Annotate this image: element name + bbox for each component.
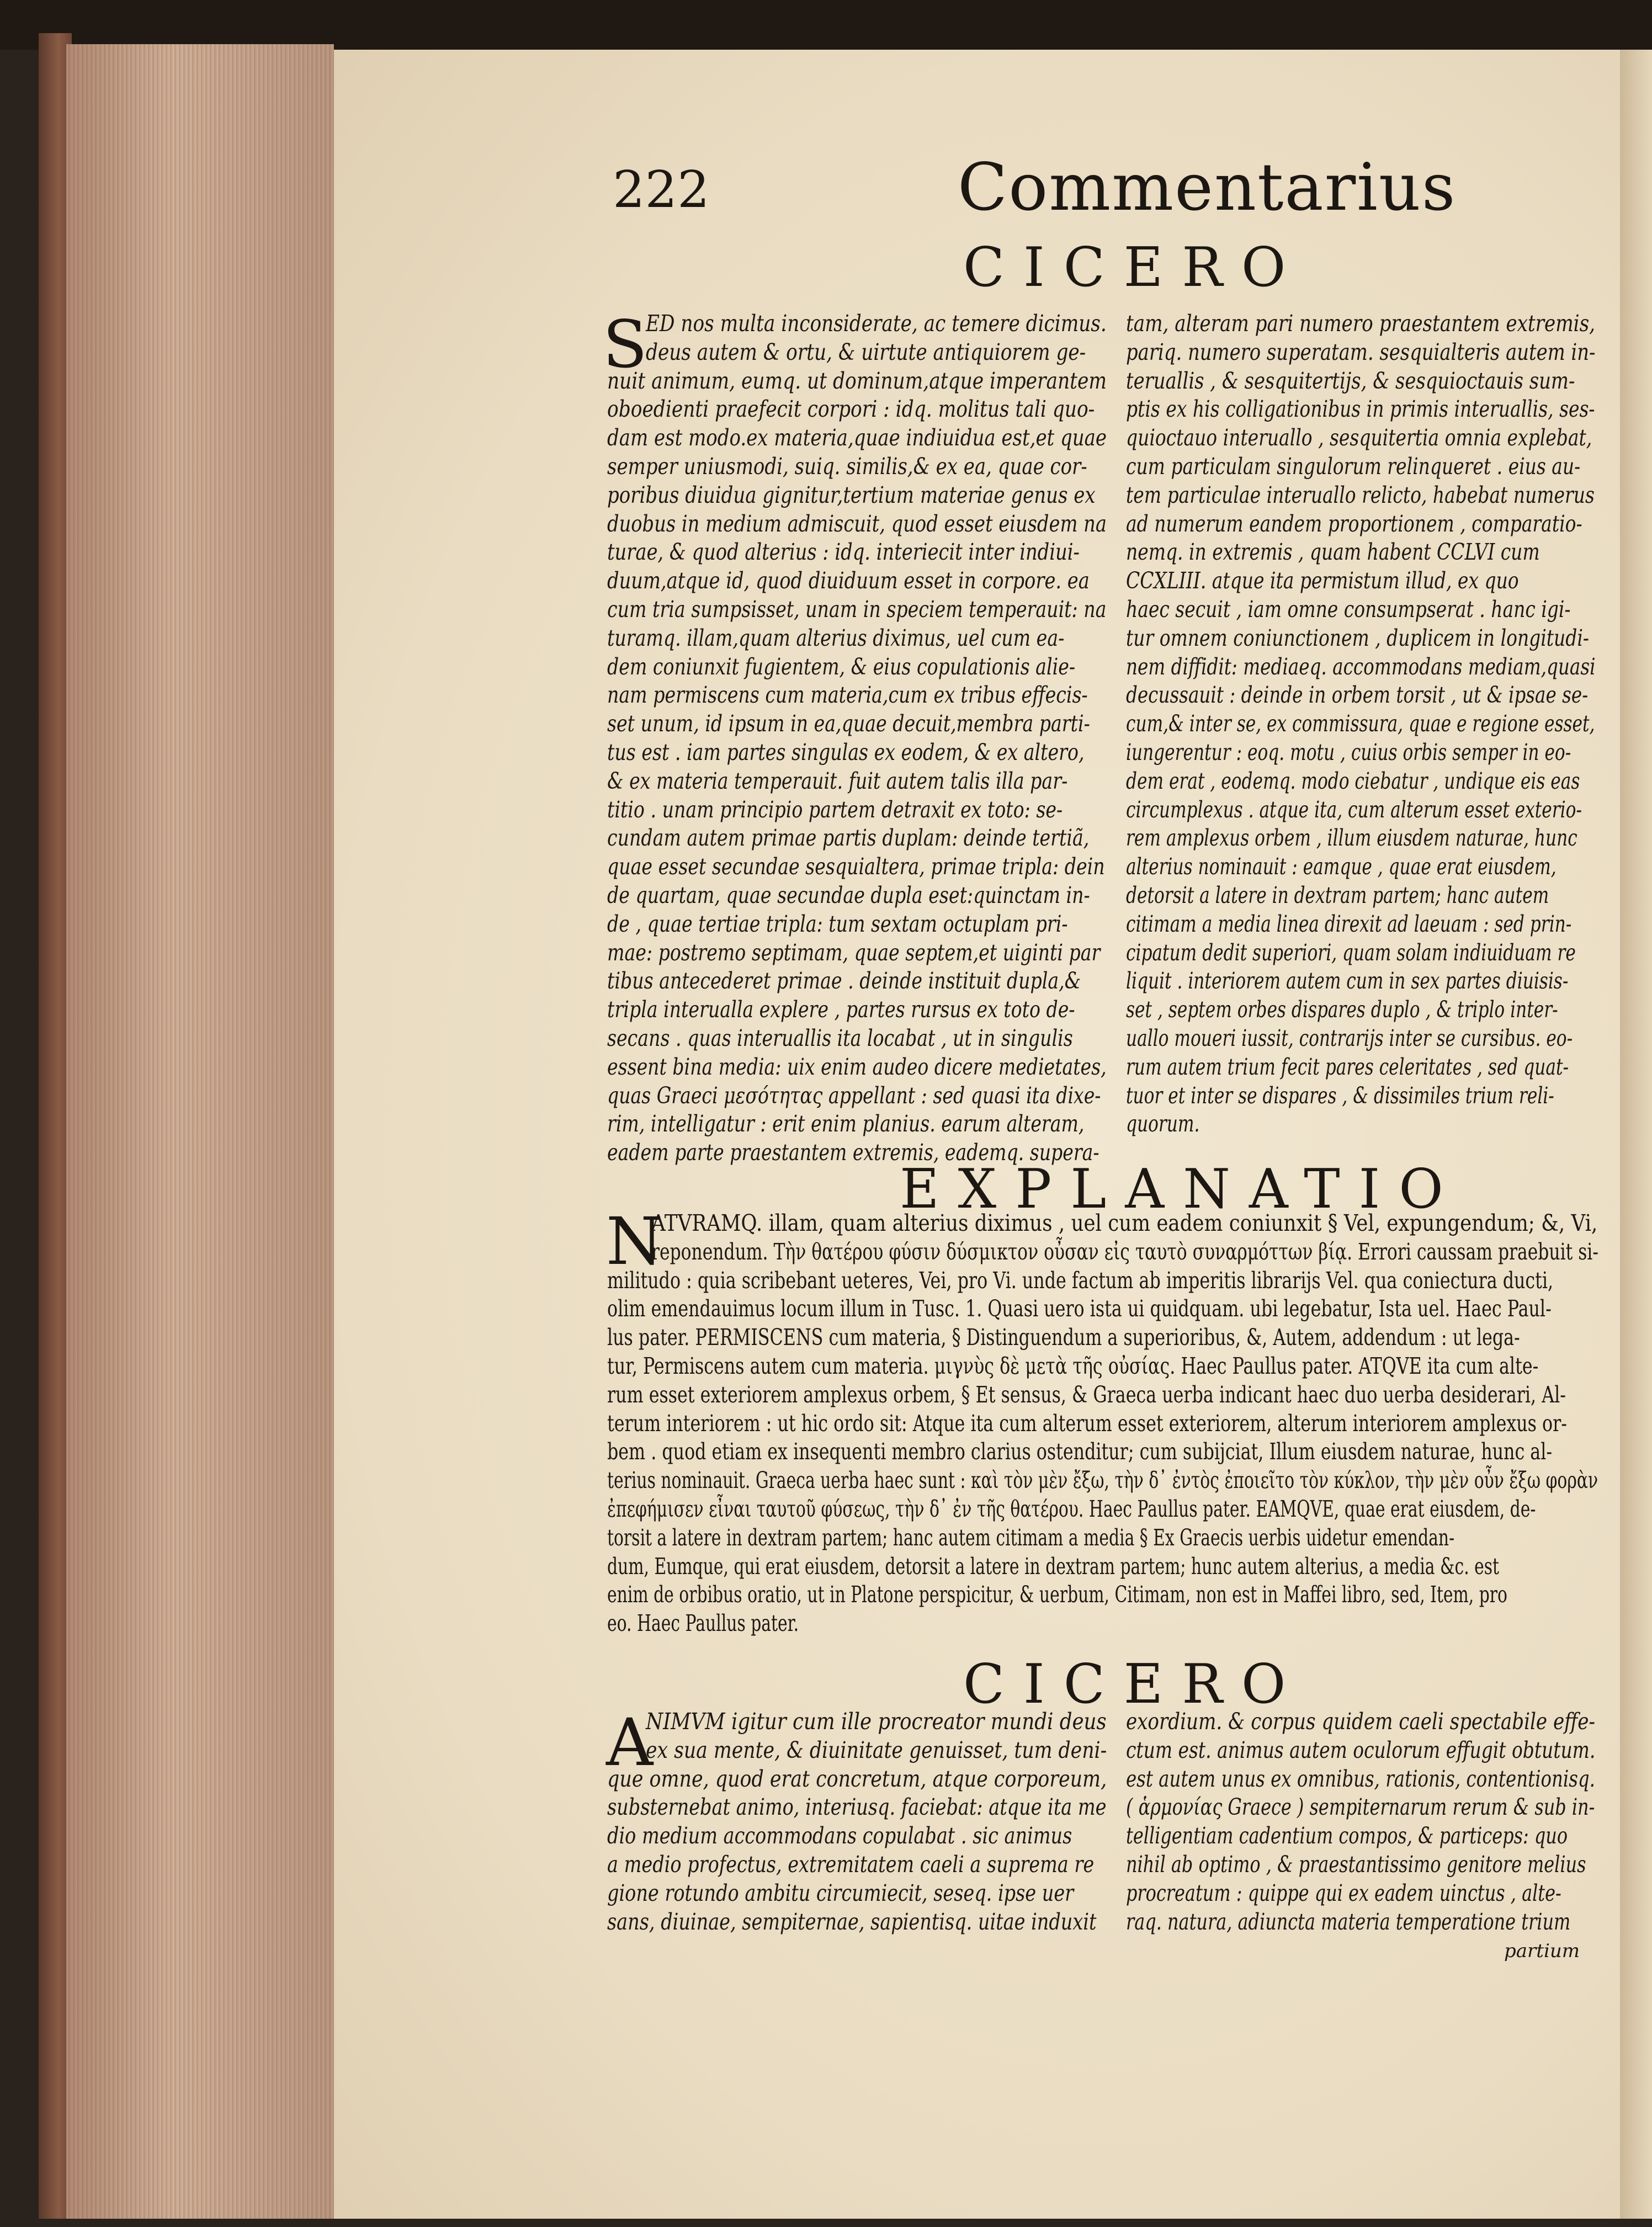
text-line: detorsit a latere in dextram partem; hanc autem	[1126, 881, 1549, 908]
text-line: dem erat , eodemq. modo ciebatur , undique eis eas	[1126, 767, 1580, 794]
text-line: nemq. in extremis , quam habent CCLVI cum	[1126, 538, 1540, 566]
text-line: semper uniusmodi, suiq. similis,& ex ea, quae cor-	[607, 452, 1087, 480]
explanatio-text	[606, 1203, 1652, 1638]
text-line: secans . quas interuallis ita locabat , ut in singulis	[607, 1024, 1073, 1051]
catchword: partium	[1504, 1940, 1580, 1962]
text-line: nihil ab optimo , & praestantissimo genitore melius	[1126, 1850, 1586, 1878]
text-line: cum particulam singulorum relinqueret . eius au-	[1126, 452, 1581, 480]
text-line: haec secuit , iam omne consumpserat . hanc igi-	[1126, 595, 1571, 623]
text-line: oboedienti praefecit corpori : idq. molitus tali quo-	[607, 395, 1095, 423]
cicero-2-right-column	[1126, 1707, 1652, 1936]
section-heading-explanatio: EXPLANATIO	[900, 1158, 1462, 1221]
text-line: decussauit : deinde in orbem torsit , ut & ipsae se-	[1126, 681, 1589, 709]
text-line: ad numerum eandem proportionem , comparatio-	[1126, 509, 1582, 537]
text-line: cum tria sumpsisset, unam in speciem temperauit: na	[607, 595, 1107, 623]
text-line: citimam a media linea direxit ad laeuam : sed prin-	[1126, 910, 1572, 937]
text-line: eadem parte praestantem extremis, eademq. supera-	[607, 1139, 1099, 1166]
text-line: quas Graeci μεσότητας appellant : sed quasi ita dixe-	[607, 1081, 1101, 1109]
text-line: tem particulae interuallo relicto, habebat numerus	[1126, 481, 1595, 508]
text-line: reponendum. Τὴν θατέρου φύσιν δύσμικτον οὖσαν εἰς ταυτὸ συναρμόττων βίᾳ. Errori caussam praebuit si-	[651, 1237, 1598, 1265]
text-line: que omne, quod erat concretum, atque corporeum,	[607, 1764, 1107, 1792]
text-line: raq. natura, adiuncta materia temperatione trium	[1126, 1907, 1571, 1935]
text-line: liquit . interiorem autem cum in sex partes diuisis-	[1126, 967, 1569, 995]
text-line: ex sua mente, & diuinitate genuisset, tum deni-	[646, 1736, 1107, 1763]
text-line: ἐπεφήμισεν εἶναι ταυτοῦ φύσεως, τὴν δ᾽ ἐν τῆς θατέρου. Haec Paullus pater. EAMQVE, quae erat eiusdem, de-	[607, 1495, 1536, 1522]
text-line: rem amplexus orbem , illum eiusdem naturae, hunc	[1126, 824, 1577, 852]
text-line: cum,& inter se, ex commissura, quae e regione esset,	[1126, 710, 1595, 737]
text-line: ( ἁρμονίας Graece ) sempiternarum rerum & sub in-	[1126, 1793, 1595, 1821]
text-line: quae esset secundae sesquialtera, primae tripla: dein	[607, 853, 1105, 880]
text-line: set unum, id ipsum in ea,quae decuit,membra parti-	[607, 710, 1090, 737]
text-line: eo. Haec Paullus pater.	[607, 1609, 799, 1637]
text-line: ATVRAMQ. illam, quam alterius diximus , uel cum eadem coniunxit § Vel, expungendum; &, Vi,	[651, 1209, 1598, 1236]
text-line: terum interiorem : ut hic ordo sit: Atque ita cum alterum esset exteriorem, alterum interiorem amplexus or-	[607, 1409, 1567, 1437]
text-line: cundam autem primae partis duplam: deinde tertiã,	[607, 824, 1090, 852]
running-title: Commentarius	[958, 149, 1457, 225]
text-line: & ex materia temperauit. fuit autem talis illa par-	[607, 767, 1068, 794]
text-line: rum esset exteriorem amplexus orbem, § Et sensus, & Graeca uerba indicant haec duo uerba desiderari, Al-	[607, 1380, 1566, 1408]
text-line: ctum est. animus autem oculorum effugit obtutum.	[1126, 1736, 1596, 1763]
running-header	[0, 149, 1652, 232]
text-line: nuit animum, eumq. ut dominum,atque imperantem	[607, 366, 1107, 394]
text-line: de , quae tertiae tripla: tum sextam octuplam pri-	[607, 910, 1068, 937]
text-line: titio . unam principio partem detraxit ex toto: se-	[607, 795, 1063, 823]
text-line: militudo : quia scribebant ueteres, Vei, pro Vi. unde factum ab imperitis librarijs Vel. qua coniectura ducti,	[607, 1266, 1554, 1294]
text-line: de quartam, quae secundae dupla eset:quinctam in-	[607, 881, 1090, 908]
text-line: telligentiam cadentium compos, & particeps: quo	[1126, 1822, 1568, 1849]
text-line: deus autem & ortu, & uirtute antiquiorem ge-	[646, 338, 1086, 365]
text-line: essent bina media: uix enim audeo dicere medietates,	[607, 1053, 1107, 1080]
text-line: tur omnem coniunctionem , duplicem in longitudi-	[1126, 624, 1590, 651]
section-heading-cicero-2: CICERO	[963, 1653, 1305, 1716]
text-line: circumplexus . atque ita, cum alterum esset exterio-	[1126, 795, 1582, 823]
text-line: alterius nominauit : eamque , quae erat eiusdem,	[1126, 853, 1557, 880]
text-line: tus est . iam partes singulas ex eodem, & ex altero,	[607, 738, 1085, 766]
text-line: duobus in medium admiscuit, quod esset eiusdem na	[607, 509, 1107, 537]
text-line: rim, intelligatur : erit enim planius. earum alteram,	[607, 1110, 1085, 1138]
text-line: rum autem trium fecit pares celeritates , sed quat-	[1126, 1053, 1569, 1080]
text-line: tuor et inter se dispares , & dissimiles trium reli-	[1126, 1081, 1554, 1109]
text-line: uallo moueri iussit, contrarijs inter se cursibus. eo-	[1126, 1024, 1573, 1051]
text-line: turamq. illam,quam alterius diximus, uel cum ea-	[607, 624, 1065, 651]
text-line: cipatum dedit superiori, quam solam indiuiduam re	[1126, 938, 1576, 966]
text-line: dem coniunxit fugientem, & eius copulationis alie-	[607, 652, 1076, 680]
text-line: torsit a latere in dextram partem; hanc autem citimam a media § Ex Graecis uerbis uidetur emendan-	[607, 1523, 1455, 1551]
background-shadow	[0, 0, 1652, 50]
text-line: terius nominauit. Graeca uerba haec sunt : καὶ τὸν μὲν ἔξω, τὴν δ᾽ ἐντὸς ἐποιεῖτο τὸν κύκλον, τὴν μὲν οὖν ἔξω φορὰν	[607, 1466, 1598, 1494]
text-line: est autem unus ex omnibus, rationis, contentionisq.	[1126, 1764, 1595, 1792]
text-line: ptis ex his colligationibus in primis interuallis, ses-	[1126, 395, 1595, 423]
section-heading-cicero-1: CICERO	[963, 236, 1305, 299]
text-line: procreatum : quippe qui ex eadem uinctus , alte-	[1126, 1879, 1561, 1906]
text-line: turae, & quod alterius : idq. interiecit inter indiui-	[607, 538, 1080, 566]
text-line: tibus antecederet primae . deinde instituit dupla,&	[607, 967, 1081, 995]
text-line: sans, diuinae, sempiternae, sapientisq. uitae induxit	[607, 1907, 1097, 1935]
page-number: 222	[613, 160, 710, 219]
text-line: poribus diuidua gignitur,tertium materiae genus ex	[607, 481, 1096, 508]
text-line: pariq. numero superatam. sesquialteris autem in-	[1126, 338, 1596, 365]
text-line: gione rotundo ambitu circumiecit, seseq. ipse uer	[607, 1879, 1074, 1906]
text-line: nam permiscens cum materia,cum ex tribus effecis-	[607, 681, 1088, 709]
text-line: dum, Eumque, qui erat eiusdem, detorsit a latere in dextram partem; hunc autem alterius, a media &c. est	[607, 1552, 1500, 1580]
text-line: tripla interualla explere , partes rursus ex toto de-	[607, 996, 1075, 1023]
text-line: exordium. & corpus quidem caeli spectabile effe-	[1126, 1708, 1596, 1735]
cicero-1-right-column	[1126, 309, 1652, 1138]
page-edges-shading	[66, 44, 334, 2219]
text-line: duum,atque id, quod diuiduum esset in corpore. ea	[607, 567, 1090, 594]
text-line: ED nos multa inconsiderate, ac temere dicimus.	[646, 310, 1107, 337]
dropcap-a: A	[606, 1704, 654, 1780]
text-line: nem diffidit: mediaeq. accommodans mediam,quasi	[1126, 652, 1596, 680]
text-line: teruallis , & sesquitertijs, & sesquioctauis sum-	[1126, 366, 1575, 394]
dropcap-n: N	[606, 1203, 663, 1279]
text-line: lus pater. PERMISCENS cum materia, § Distinguendum a superioribus, &, Autem, addendum : ut lega-	[607, 1324, 1520, 1351]
text-line: olim emendauimus locum illum in Tusc. 1. Quasi uero ista ui quidquam. ubi legebatur, Ista uel. Haec Paul-	[607, 1295, 1552, 1322]
text-line: set , septem orbes dispares duplo , & triplo inter-	[1126, 996, 1558, 1023]
text-line: a medio profectus, extremitatem caeli a suprema re	[607, 1850, 1095, 1878]
text-line: tur, Permiscens autem cum materia. μιγνὺς δὲ μετὰ τῆς οὐσίας. Haec Paullus pater. ATQVE ita cum alte-	[607, 1352, 1539, 1379]
text-line: quioctauo interuallo , sesquitertia omnia explebat,	[1126, 424, 1592, 451]
text-line: substernebat animo, interiusq. faciebat: atque ita me	[607, 1793, 1107, 1821]
text-line: NIMVM igitur cum ille procreator mundi deus	[646, 1708, 1107, 1735]
text-line: bem . quod etiam ex insequenti membro clarius ostenditur; cum subijciat, Illum eiusdem naturae, hunc al-	[607, 1438, 1553, 1465]
text-line: dio medium accommodans copulabat . sic animus	[607, 1822, 1072, 1849]
text-line: enim de orbibus oratio, ut in Platone perspicitur, & uerbum, Citimam, non est in Maffei libro, sed, Item, pro	[607, 1581, 1507, 1608]
text-line: iungerentur : eoq. motu , cuius orbis semper in eo-	[1126, 738, 1571, 766]
dropcap-s: S	[603, 306, 647, 382]
text-line: mae: postremo septimam, quae septem,et uiginti par	[607, 938, 1101, 966]
text-line: dam est modo.ex materia,quae indiuidua est,et quae	[607, 424, 1107, 451]
text-line: CCXLIII. atque ita permistum illud, ex quo	[1126, 567, 1519, 594]
text-line: tam, alteram pari numero praestantem extremis,	[1126, 310, 1596, 337]
text-line: quorum.	[1126, 1110, 1200, 1138]
